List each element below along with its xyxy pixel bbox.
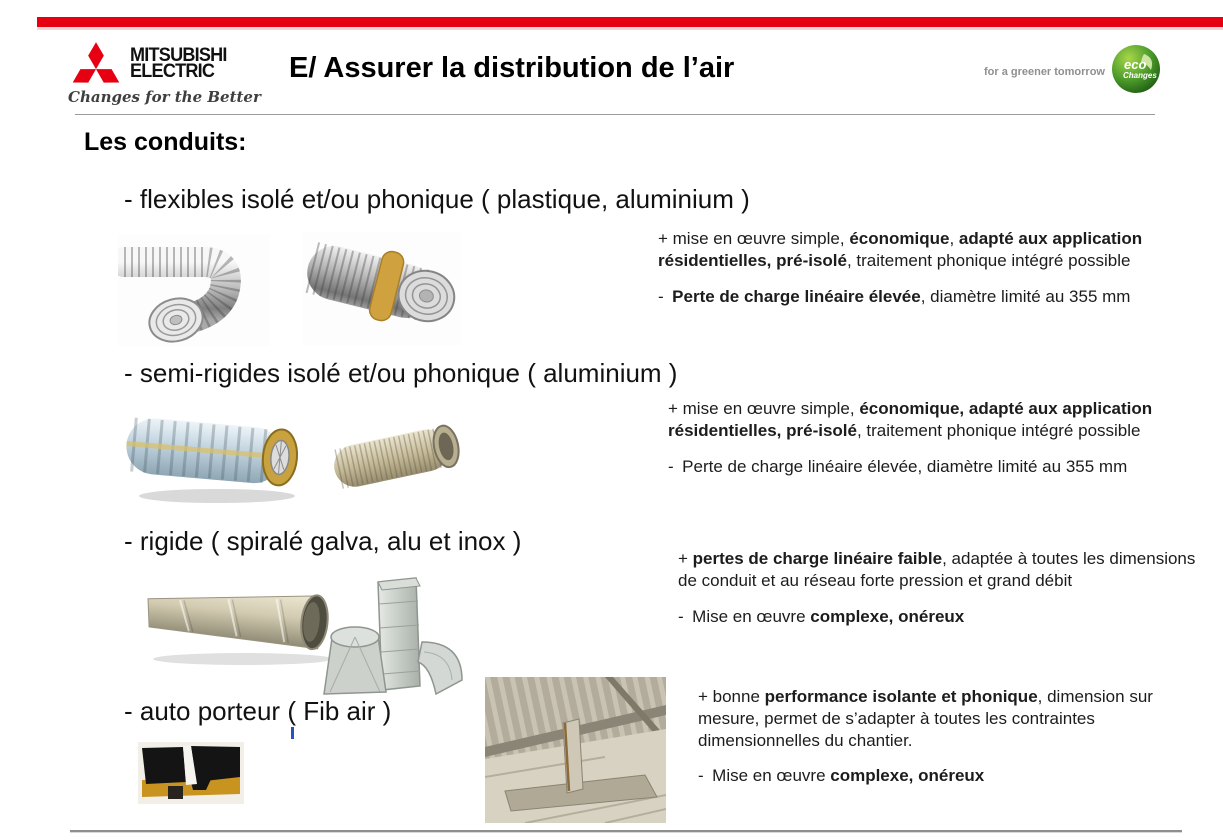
pros-semi-rigides: + mise en œuvre simple, économique, adapté aux application résidentielles, pré-isolé, traitement phonique intégré possible bbox=[668, 399, 1153, 440]
section-text-auto-porteur bbox=[698, 686, 1190, 801]
cons-auto-porteur: - Mise en œuvre complexe, onéreux bbox=[698, 766, 985, 786]
brand-wordmark bbox=[130, 40, 232, 80]
flexible-insulated-duct-photo bbox=[303, 232, 461, 345]
slide-title: E/ Assurer la distribution de l’air bbox=[289, 52, 735, 84]
eco-changes-logo-icon bbox=[1111, 44, 1161, 94]
brand-line1: MITSUBISHI bbox=[130, 45, 227, 66]
svg-text:eco: eco bbox=[1124, 57, 1147, 72]
pros-auto-porteur: + bonne performance isolante et phonique, dimension sur mesure, permet de s’adapter à toutes les contraintes dimensionnelles du chantier. bbox=[698, 687, 1153, 750]
section-text-semi-rigides bbox=[668, 398, 1220, 491]
section-text-rigide bbox=[678, 548, 1206, 641]
header-red-bar bbox=[37, 17, 1223, 30]
pros-rigide: + pertes de charge linéaire faible, adaptée à toutes les dimensions de conduit et au réseau forte pression et grand débit bbox=[678, 549, 1196, 590]
cons-rigide: - Mise en œuvre complexe, onéreux bbox=[678, 606, 965, 626]
section-label-semi-rigides: - semi-rigides isolé et/ou phonique ( aluminium ) bbox=[124, 358, 678, 388]
stray-blue-mark bbox=[291, 727, 294, 739]
section-label-flexibles: - flexibles isolé et/ou phonique ( plastique, aluminium ) bbox=[124, 184, 750, 214]
cons-flexibles: - Perte de charge linéaire élevée, diamètre limité au 355 mm bbox=[658, 286, 1131, 306]
section-text-flexibles bbox=[658, 228, 1210, 321]
section-label-rigide: - rigide ( spiralé galva, alu et inox ) bbox=[124, 526, 522, 556]
flexible-aluminium-duct-photo bbox=[118, 234, 270, 346]
fib-air-panel-photo bbox=[138, 742, 244, 804]
pros-flexibles: + mise en œuvre simple, économique, adapté aux application résidentielles, pré-isolé, traitement phonique intégré possible bbox=[658, 229, 1143, 270]
svg-text:Changes: Changes bbox=[1123, 71, 1157, 80]
semi-rigid-insulated-duct-photo bbox=[122, 402, 314, 506]
eco-tagline: for a greener tomorrow bbox=[983, 66, 1105, 78]
footer-divider bbox=[70, 830, 1182, 833]
page-heading: Les conduits: bbox=[84, 128, 247, 156]
brand-line2: ELECTRIC bbox=[130, 61, 215, 82]
section-label-auto-porteur: - auto porteur ( Fib air ) bbox=[124, 696, 392, 726]
cons-semi-rigides: - Perte de charge linéaire élevée, diamètre limité au 355 mm bbox=[668, 456, 1128, 476]
rectangular-duct-fittings-photo bbox=[320, 576, 468, 704]
fib-air-ceiling-installation-photo bbox=[485, 677, 666, 823]
header-divider bbox=[75, 114, 1155, 115]
semi-rigid-aluminium-duct-photo bbox=[325, 406, 467, 503]
brand-tagline: Changes for the Better bbox=[68, 88, 261, 106]
